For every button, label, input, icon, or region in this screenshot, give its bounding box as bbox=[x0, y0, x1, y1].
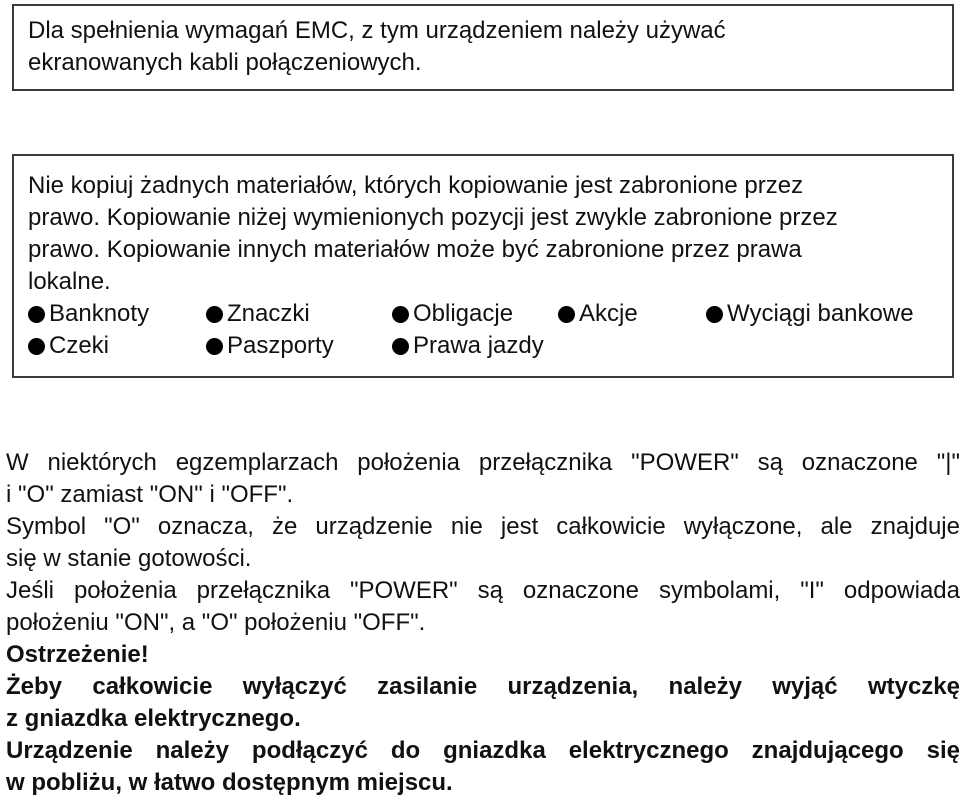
emc-notice-box bbox=[12, 4, 954, 91]
prohibited-items-list bbox=[28, 298, 938, 362]
item-label: Znaczki bbox=[227, 300, 310, 327]
power-notice-line: W niektórych egzemplarzach położenia przełącznika "POWER" są oznaczone "|" bbox=[6, 449, 960, 476]
prohibited-item bbox=[392, 330, 544, 362]
warning-line: z gniazdka elektrycznego. bbox=[6, 705, 301, 732]
bullet-icon bbox=[206, 306, 223, 323]
copy-notice-line: Nie kopiuj żadnych materiałów, których kopiowanie jest zabronione przez bbox=[28, 172, 804, 199]
bullet-icon bbox=[706, 306, 723, 323]
emc-notice-line: Dla spełnienia wymagań EMC, z tym urządzeniem należy używać bbox=[28, 17, 726, 44]
prohibited-item bbox=[558, 298, 638, 330]
bullet-icon bbox=[206, 338, 223, 355]
item-label: Prawa jazdy bbox=[413, 332, 544, 359]
item-label: Obligacje bbox=[413, 300, 514, 327]
prohibited-item bbox=[206, 298, 310, 330]
warning-title: Ostrzeżenie! bbox=[6, 641, 149, 668]
power-switch-notice bbox=[6, 447, 960, 799]
warning-line: w pobliżu, w łatwo dostępnym miejscu. bbox=[6, 769, 453, 796]
copy-notice-line: prawo. Kopiowanie innych materiałów może być zabronione przez prawa bbox=[28, 236, 802, 263]
prohibited-item bbox=[28, 330, 109, 362]
power-notice-line: Symbol "O" oznacza, że urządzenie nie jest całkowicie wyłączone, ale znajduje bbox=[6, 513, 960, 540]
power-notice-line: i "O" zamiast "ON" i "OFF". bbox=[6, 481, 294, 508]
item-label: Wyciągi bankowe bbox=[727, 300, 914, 327]
prohibited-item bbox=[392, 298, 513, 330]
power-notice-line: położeniu "ON", a "O" położeniu "OFF". bbox=[6, 609, 426, 636]
prohibited-item bbox=[206, 330, 334, 362]
copy-notice-line: lokalne. bbox=[28, 268, 111, 295]
bullet-icon bbox=[392, 306, 409, 323]
item-label: Akcje bbox=[579, 300, 638, 327]
item-label: Czeki bbox=[49, 332, 110, 359]
emc-notice-line: ekranowanych kabli połączeniowych. bbox=[28, 49, 422, 76]
warning-line: Żeby całkowicie wyłączyć zasilanie urządzenia, należy wyjąć wtyczkę bbox=[6, 673, 960, 700]
power-notice-line: się w stanie gotowości. bbox=[6, 545, 252, 572]
bullet-icon bbox=[558, 306, 575, 323]
item-label: Paszporty bbox=[227, 332, 334, 359]
bullet-icon bbox=[28, 306, 45, 323]
warning-line: Urządzenie należy podłączyć do gniazdka elektrycznego znajdującego się bbox=[6, 737, 960, 764]
copy-notice-box bbox=[12, 154, 954, 378]
copy-notice-line: prawo. Kopiowanie niżej wymienionych pozycji jest zwykle zabronione przez bbox=[28, 204, 838, 231]
power-notice-line: Jeśli położenia przełącznika "POWER" są oznaczone symbolami, "I" odpowiada bbox=[6, 577, 960, 604]
prohibited-item bbox=[28, 298, 149, 330]
bullet-icon bbox=[392, 338, 409, 355]
bullet-icon bbox=[28, 338, 45, 355]
prohibited-item bbox=[706, 298, 914, 330]
item-label: Banknoty bbox=[49, 300, 150, 327]
